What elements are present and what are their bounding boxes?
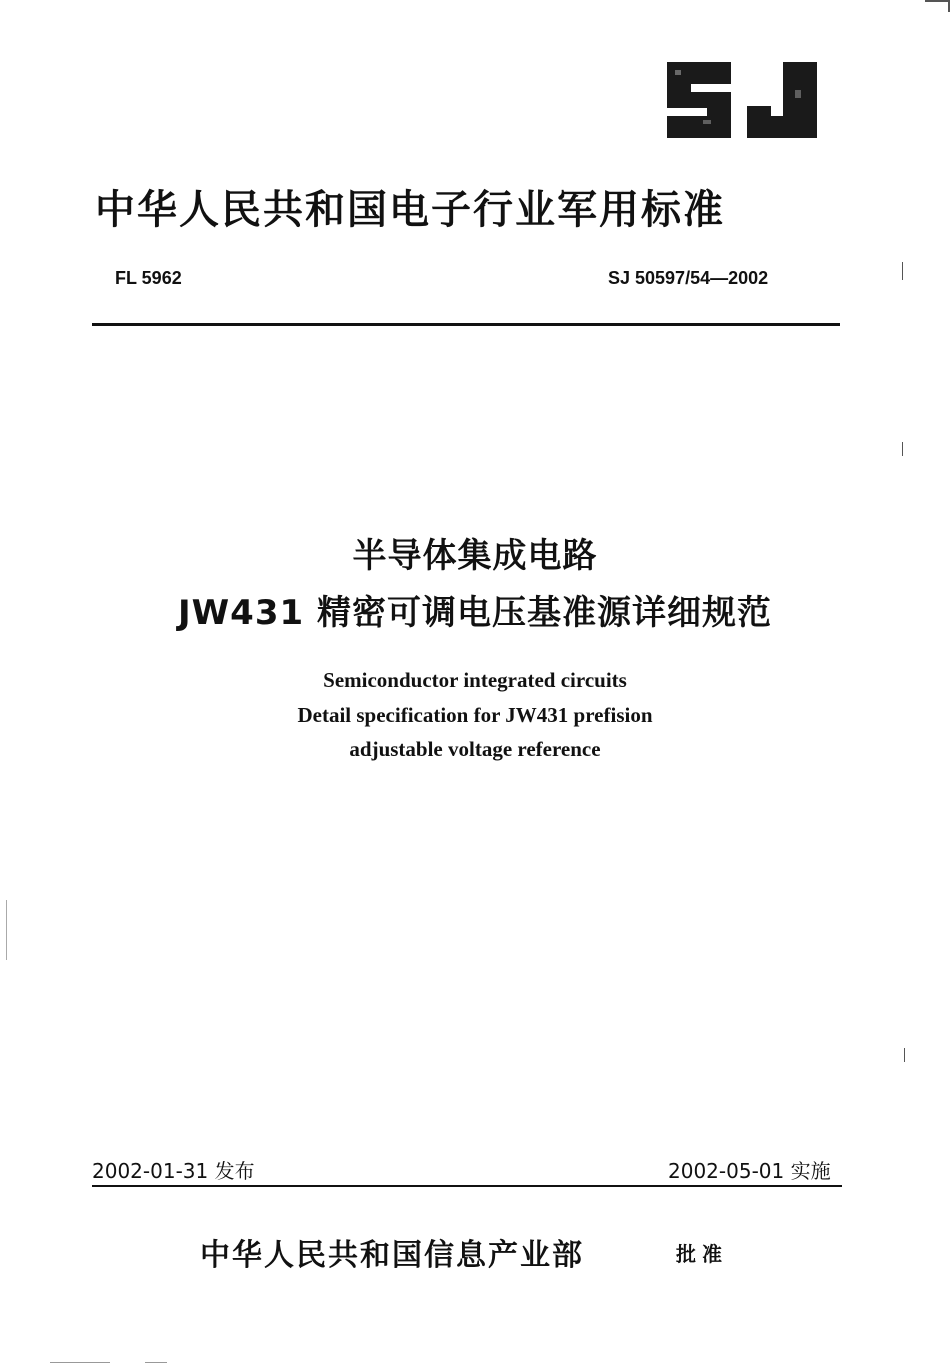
scan-artifact <box>902 262 903 280</box>
en-title-line2: Detail specification for JW431 prefision <box>297 703 653 727</box>
scan-artifact <box>904 1048 905 1062</box>
org-title: 中华人民共和国电子行业军用标准 <box>95 187 725 233</box>
scan-artifact <box>50 1362 110 1363</box>
approval-label: 批准 <box>676 1242 728 1266</box>
en-title-line1: Semiconductor integrated circuits <box>323 668 627 692</box>
standard-number: SJ 50597/54—2002 <box>608 268 769 288</box>
header-divider <box>92 323 840 326</box>
approving-authority: 中华人民共和国信息产业部 <box>200 1238 584 1273</box>
scan-artifact <box>902 442 903 456</box>
issue-date: 2002-01-31 发布 <box>92 1159 255 1183</box>
scan-artifact <box>6 900 7 960</box>
corner-mark <box>925 0 950 2</box>
cn-title-line2: JW431 精密可调电压基准源详细规范 <box>178 593 772 633</box>
classification-code: FL 5962 <box>115 268 182 288</box>
cn-title-line1: 半导体集成电路 <box>352 536 598 576</box>
en-title-line3: adjustable voltage reference <box>349 737 601 761</box>
sj-logo <box>655 50 825 150</box>
implementation-date: 2002-05-01 实施 <box>668 1159 831 1183</box>
scan-artifact <box>145 1362 167 1363</box>
footer-divider <box>92 1185 842 1187</box>
